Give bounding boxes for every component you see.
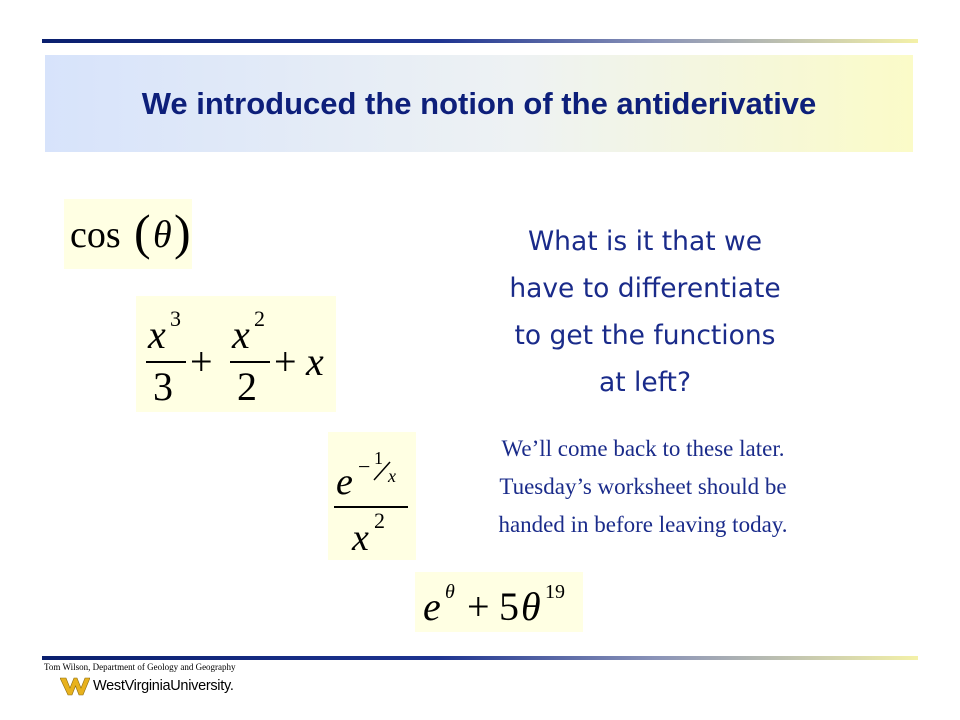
note-line: We’ll come back to these later. <box>501 436 785 461</box>
poly-plus-1: + <box>190 339 213 384</box>
question-line: to get the functions <box>514 320 776 351</box>
slide-title: We introduced the notion of the antiderivative <box>141 85 817 121</box>
equation-exponential-sum <box>415 572 583 632</box>
question-line: have to differentiate <box>509 273 781 304</box>
sum-plus: + <box>467 584 490 629</box>
poly-term3: x <box>306 339 324 384</box>
note-line: Tuesday’s worksheet should be <box>499 474 787 499</box>
footer-credit: Tom Wilson, Department of Geology and Geography <box>44 662 236 672</box>
note-line: handed in before leaving today. <box>498 512 788 537</box>
poly-term2-exponent: 2 <box>254 306 265 331</box>
poly-term1-exponent: 3 <box>170 306 181 331</box>
cos-function: cos <box>70 214 121 256</box>
sum-variable: θ <box>521 584 541 629</box>
flying-wv-icon <box>60 676 90 696</box>
cos-close-paren: ) <box>174 204 191 260</box>
equation-cos <box>64 199 192 269</box>
top-divider <box>42 39 918 43</box>
bottom-divider <box>42 656 918 660</box>
title-banner <box>45 55 913 152</box>
sum-base: e <box>423 584 441 629</box>
frac-denominator-exponent: 2 <box>374 508 385 533</box>
poly-plus-2: + <box>274 339 297 384</box>
equation-exponential-fraction <box>328 432 416 560</box>
frac-denominator-base: x <box>352 517 369 559</box>
frac-exponent-numerator: 1 <box>374 448 383 468</box>
poly-term2-denominator: 2 <box>237 364 257 409</box>
frac-numerator-base: e <box>336 461 353 503</box>
university-name: WestVirginiaUniversity. <box>93 678 234 694</box>
sum-power: 19 <box>545 581 565 603</box>
cos-variable: θ <box>153 214 172 256</box>
sum-exponent: θ <box>445 581 455 603</box>
poly-term2-base: x <box>232 312 250 357</box>
cos-open-paren: ( <box>134 204 151 260</box>
reminder-note <box>437 430 849 544</box>
sum-coefficient: 5 <box>499 584 519 629</box>
poly-term1-base: x <box>148 312 166 357</box>
frac-exponent-sign: − <box>358 454 371 479</box>
question-text <box>440 218 850 406</box>
frac-exponent-denominator: x <box>388 466 396 486</box>
poly-term1-denominator: 3 <box>153 364 173 409</box>
equation-polynomial <box>136 296 336 412</box>
university-logo <box>60 676 234 696</box>
question-line: at left? <box>598 367 692 398</box>
question-line: What is it that we <box>527 226 763 257</box>
